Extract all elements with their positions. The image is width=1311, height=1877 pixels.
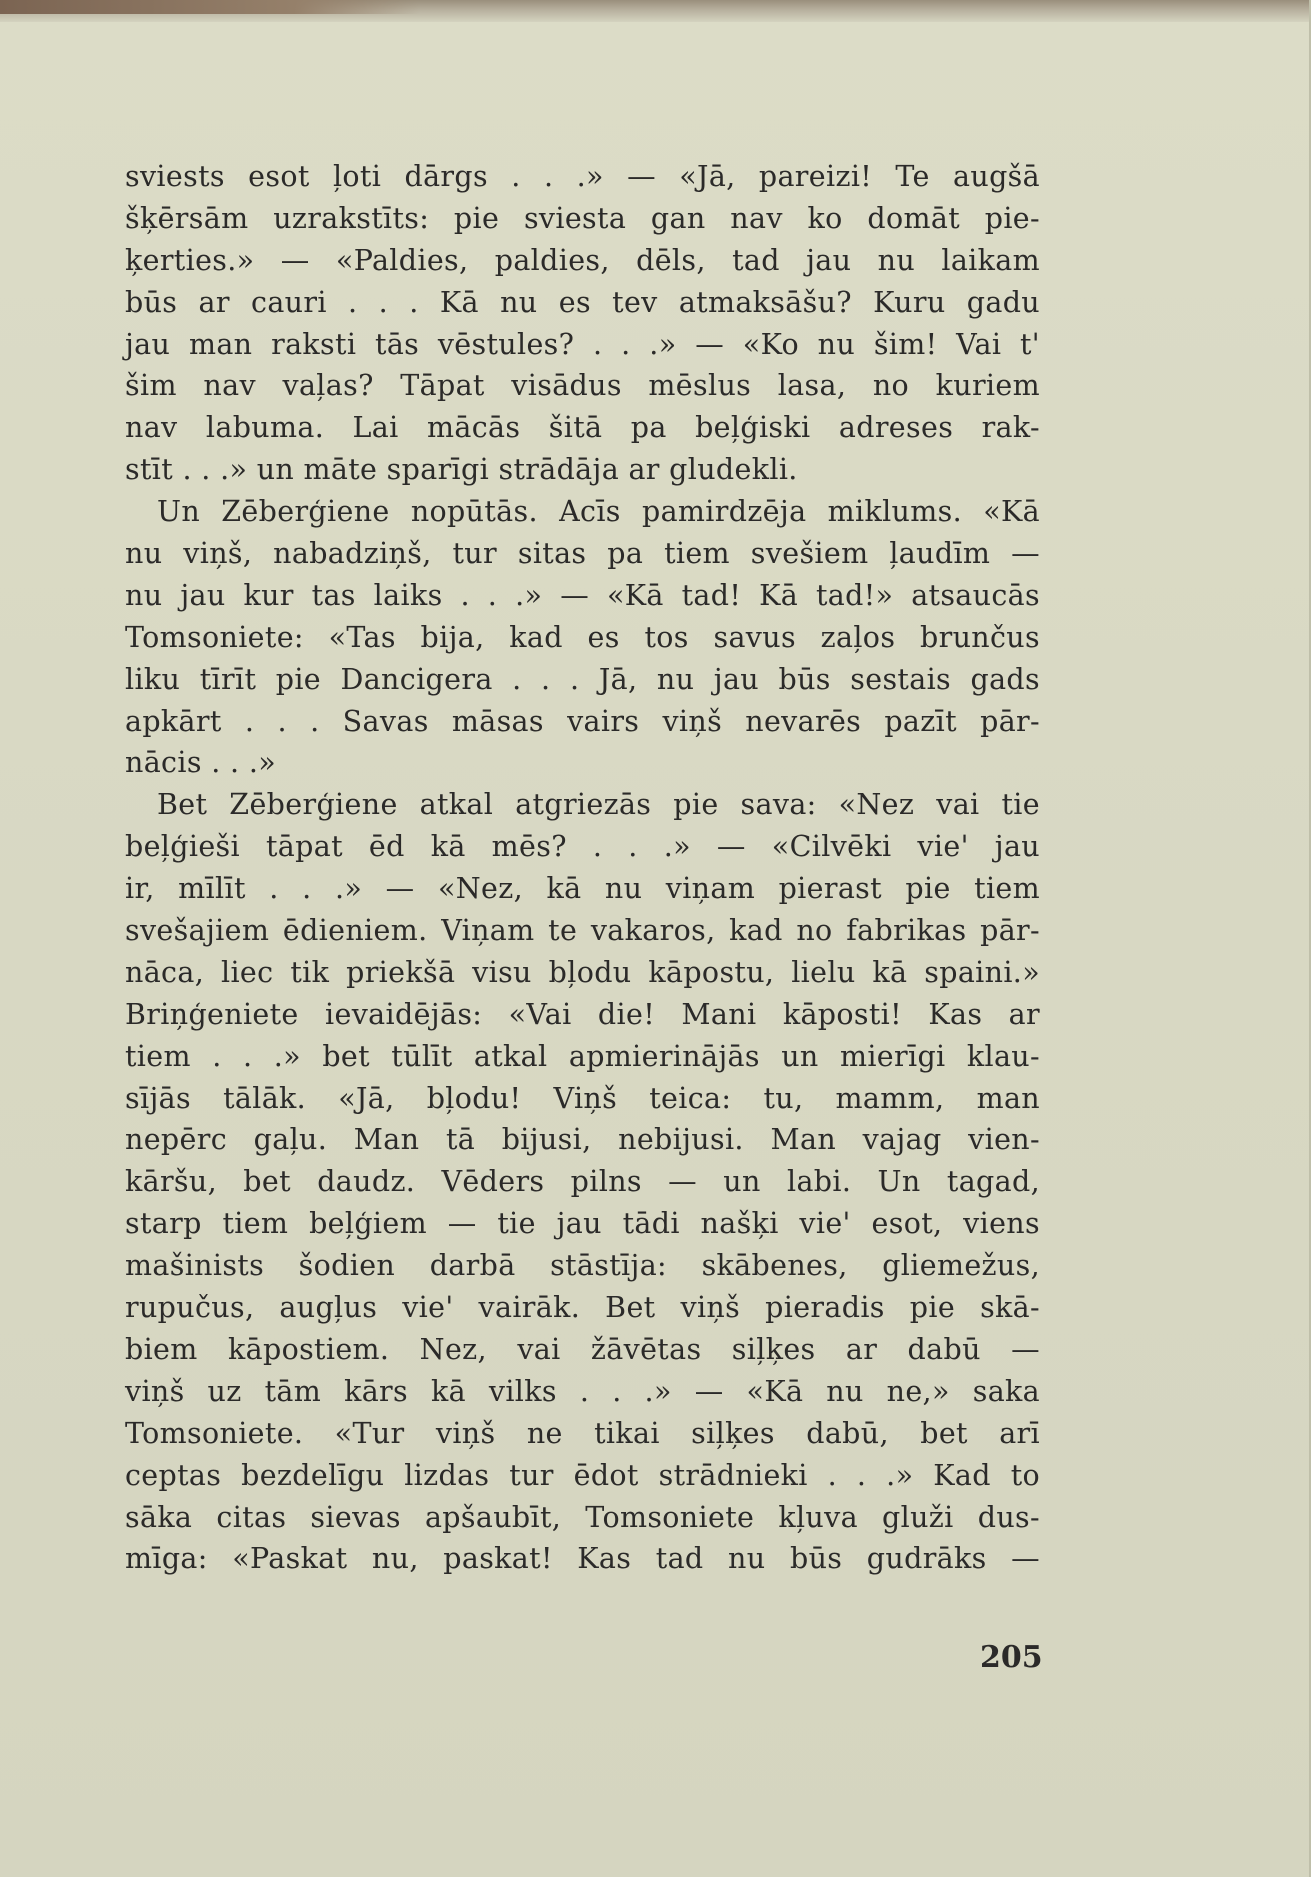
- text-line: jau man raksti tās vēstules? . . .» — «Ko nu šim! Vai t': [125, 327, 1040, 361]
- text-line: liku tīrīt pie Dancigera . . . Jā, nu jau būs sestais gads: [125, 662, 1040, 696]
- text-line: viņš uz tām kārs kā vilks . . .» — «Kā nu ne,» saka: [125, 1374, 1040, 1408]
- text-line: būs ar cauri . . . Kā nu es tev atmaksāšu? Kuru gadu: [125, 285, 1040, 319]
- text-line: stīt . . .» un māte sparīgi strādāja ar gludekli.: [125, 453, 798, 487]
- text-line: svešajiem ēdieniem. Viņam te vakaros, kad no fabrikas pār-: [125, 914, 1040, 948]
- text-line: Briņģeniete ievaidējās: «Vai die! Mani kāposti! Kas ar: [125, 997, 1040, 1031]
- text-line: tiem . . .» bet tūlīt atkal apmierinājās un mierīgi klau-: [125, 1039, 1040, 1073]
- text-line: Un Zēberģiene nopūtās. Acīs pamirdzēja miklums. «Kā: [157, 495, 1040, 529]
- page-top-edge-shadow: [0, 0, 420, 14]
- page-number: 205: [980, 1640, 1043, 1675]
- text-line: apkārt . . . Savas māsas vairs viņš nevarēs pazīt pār-: [125, 704, 1040, 738]
- text-line: nav labuma. Lai mācās šitā pa beļģiski adreses rak-: [125, 411, 1040, 445]
- text-line: nāca, liec tik priekšā visu bļodu kāpostu, lielu kā spaini.»: [125, 955, 1040, 989]
- text-line: nu viņš, nabadziņš, tur sitas pa tiem svešiem ļaudīm —: [125, 537, 1040, 571]
- text-line: ir, mīlīt . . .» — «Nez, kā nu viņam pierast pie tiem: [125, 872, 1040, 906]
- text-line: šķērsām uzrakstīts: pie sviesta gan nav ko domāt pie-: [125, 201, 1040, 235]
- text-line: šim nav vaļas? Tāpat visādus mēslus lasa, no kuriem: [125, 369, 1040, 403]
- body-text: [125, 156, 1040, 1580]
- text-line: ķerties.» — «Paldies, paldies, dēls, tad jau nu laikam: [125, 243, 1040, 277]
- text-line: ceptas bezdelīgu lizdas tur ēdot strādnieki . . .» Kad to: [125, 1458, 1040, 1492]
- text-line: nepērc gaļu. Man tā bijusi, nebijusi. Man vajag vien-: [125, 1123, 1040, 1157]
- text-line: beļģieši tāpat ēd kā mēs? . . .» — «Cilvēki vie' jau: [125, 830, 1040, 864]
- text-line: kāršu, bet daudz. Vēders pilns — un labi. Un tagad,: [125, 1165, 1040, 1199]
- text-line: Tomsoniete. «Tur viņš ne tikai siļķes dabū, bet arī: [125, 1416, 1040, 1450]
- text-line: sviests esot ļoti dārgs . . .» — «Jā, pareizi! Te augšā: [125, 160, 1040, 193]
- text-line: mīga: «Paskat nu, paskat! Kas tad nu būs gudrāks —: [125, 1542, 1040, 1576]
- text-line: nu jau kur tas laiks . . .» — «Kā tad! Kā tad!» atsaucās: [125, 578, 1040, 612]
- text-line: Bet Zēberģiene atkal atgriezās pie sava: «Nez vai tie: [157, 788, 1040, 822]
- text-line: rupučus, augļus vie' vairāk. Bet viņš pieradis pie skā-: [125, 1291, 1040, 1325]
- text-line: nācis . . .»: [125, 746, 277, 780]
- text-line: sījās tālāk. «Jā, bļodu! Viņš teica: tu, mamm, man: [125, 1081, 1040, 1115]
- text-line: mašinists šodien darbā stāstīja: skābenes, gliemežus,: [125, 1249, 1040, 1283]
- text-line: biem kāpostiem. Nez, vai žāvētas siļķes ar dabū —: [125, 1332, 1040, 1366]
- text-line: sāka citas sievas apšaubīt, Tomsoniete kļuva gluži dus-: [125, 1500, 1040, 1534]
- text-line: Tomsoniete: «Tas bija, kad es tos savus zaļos brunčus: [125, 620, 1040, 654]
- text-line: starp tiem beļģiem — tie jau tādi našķi vie' esot, viens: [125, 1207, 1040, 1241]
